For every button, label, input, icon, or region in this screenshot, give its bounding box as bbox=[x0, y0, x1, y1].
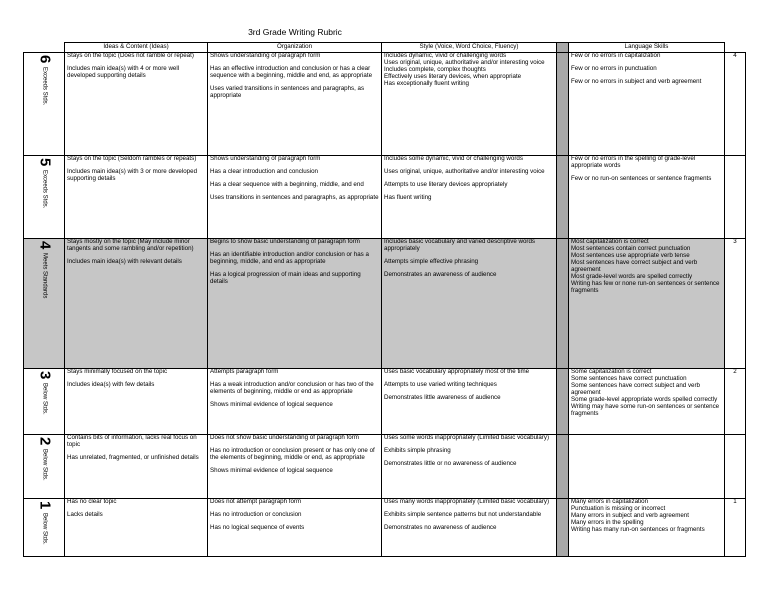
ideas-cell bbox=[65, 239, 208, 369]
criterion-text: Uses original, unique, authoritative and/or interesting voice bbox=[384, 167, 545, 175]
criterion-text: Attempts to use varied writing techniques bbox=[384, 380, 497, 388]
criterion-text: Demonstrates little awareness of audience bbox=[384, 393, 501, 401]
rubric-row bbox=[24, 239, 746, 369]
criterion-text: Has a clear introduction and conclusion bbox=[210, 167, 319, 175]
header-ideas: Ideas & Content (Ideas) bbox=[65, 43, 208, 53]
level-cell bbox=[24, 239, 65, 369]
header-language: Language Skills bbox=[569, 43, 725, 53]
gap-column bbox=[557, 43, 569, 53]
level-cell bbox=[24, 435, 65, 499]
level-cell bbox=[24, 499, 65, 557]
ideas-cell bbox=[65, 156, 208, 239]
criterion-text: Most capitalization is correct bbox=[571, 238, 649, 245]
criterion-text: Most sentences contain correct punctuation bbox=[571, 244, 691, 252]
criterion-text: Has exceptionally fluent writing bbox=[384, 79, 469, 87]
organization-cell bbox=[208, 53, 382, 156]
rubric-title: 3rd Grade Writing Rubric bbox=[248, 27, 342, 37]
criterion-text: Uses basic vocabulary appropriately most of the time bbox=[384, 368, 530, 375]
score-cell: 1 bbox=[725, 499, 746, 557]
ideas-cell bbox=[65, 435, 208, 499]
criterion-text: Attempts paragraph form bbox=[210, 368, 279, 375]
style-cell bbox=[382, 53, 557, 156]
criterion-text: Many errors in capitalization bbox=[571, 498, 649, 505]
rubric-row bbox=[24, 53, 746, 156]
criterion-text: Includes basic vocabulary and varied descriptive words appropriately bbox=[384, 238, 535, 252]
criterion-text: Has no introduction or conclusion present or has only one of the elements of beginning, middle or end, as appropriate bbox=[210, 446, 375, 461]
criterion-text: Shows understanding of paragraph form bbox=[210, 52, 321, 59]
level-number: 1 bbox=[36, 501, 54, 510]
ideas-cell bbox=[65, 53, 208, 156]
score-header bbox=[725, 43, 746, 53]
criterion-text: Few or no errors in punctuation bbox=[571, 64, 657, 72]
criterion-text: Lacks details bbox=[67, 510, 103, 518]
criterion-text: Includes idea(s) with few details bbox=[67, 380, 155, 388]
writing-rubric-table bbox=[23, 42, 746, 557]
criterion-text: Has a clear sequence with a beginning, middle, and end bbox=[210, 180, 364, 188]
criterion-text: Writing may have some run-on sentences or sentence fragments bbox=[571, 402, 720, 417]
criterion-text: Does not attempt paragraph form bbox=[210, 498, 302, 505]
language-cell bbox=[569, 499, 725, 557]
criterion-text: Many errors in the spelling bbox=[571, 518, 644, 526]
criterion-text: Has a logical progression of main ideas and supporting details bbox=[210, 270, 361, 285]
language-cell bbox=[569, 53, 725, 156]
criterion-text: Few or no errors in capitalization bbox=[571, 52, 661, 59]
level-label: Below Stds. bbox=[41, 383, 48, 416]
criterion-text: Writing has many run-on sentences or fragments bbox=[571, 525, 705, 533]
criterion-text: Shows minimal evidence of logical sequence bbox=[210, 466, 333, 474]
score-cell: 4 bbox=[725, 53, 746, 156]
criterion-text: Some grade-level appropriate words spelled correctly bbox=[571, 395, 718, 403]
header-organization: Organization bbox=[208, 43, 382, 53]
gap-column bbox=[557, 369, 569, 435]
level-cell bbox=[24, 369, 65, 435]
ideas-cell bbox=[65, 369, 208, 435]
criterion-text: Most grade-level words are spelled correctly bbox=[571, 272, 693, 280]
criterion-text: Stays on the topic (Seldom rambles or repeats) bbox=[67, 155, 197, 162]
criterion-text: Demonstrates an awareness of audience bbox=[384, 270, 497, 278]
criterion-text: Includes some dynamic, vivid or challenging words bbox=[384, 155, 523, 162]
criterion-text: Demonstrates little or no awareness of audience bbox=[384, 459, 517, 467]
criterion-text: Some capitalization is correct bbox=[571, 368, 652, 375]
language-cell bbox=[569, 369, 725, 435]
language-cell bbox=[569, 239, 725, 369]
criterion-text: Has no logical sequence of events bbox=[210, 523, 305, 531]
gap-column bbox=[557, 435, 569, 499]
style-cell bbox=[382, 239, 557, 369]
criterion-text: Includes main idea(s) with 4 or more well developed supporting details bbox=[67, 64, 180, 79]
language-cell bbox=[569, 156, 725, 239]
criterion-text: Some sentences have correct subject and verb agreement bbox=[571, 381, 700, 396]
criterion-text: Attempts to use literary devices appropriately bbox=[384, 180, 508, 188]
criterion-text: Effectively uses literary devices, when appropriate bbox=[384, 72, 522, 80]
criterion-text: Uses transitions in sentences and paragraphs, as appropriate bbox=[210, 193, 379, 201]
criterion-text: Many errors in subject and verb agreement bbox=[571, 511, 689, 519]
criterion-text: Uses many words inappropriately (Limited basic vocabulary) bbox=[384, 498, 550, 505]
level-cell bbox=[24, 53, 65, 156]
level-number: 6 bbox=[36, 55, 54, 64]
style-cell bbox=[382, 369, 557, 435]
corner-cell bbox=[24, 43, 65, 53]
criterion-text: Few or no run-on sentences or sentence fragments bbox=[571, 174, 712, 182]
criterion-text: Has an identifiable introduction and/or conclusion or has a beginning, middle, and end as appropriate bbox=[210, 250, 369, 265]
level-label: Exceeds Stds. bbox=[41, 67, 48, 106]
criterion-text: Begins to show basic understanding of paragraph form bbox=[210, 238, 360, 245]
criterion-text: Uses original, unique, authoritative and/or interesting voice bbox=[384, 58, 545, 66]
criterion-text: Has a weak introduction and/or conclusion or has two of the elements of beginning, middle or end as appropriate bbox=[210, 380, 374, 395]
criterion-text: Stays on the topic (Does not ramble or repeat) bbox=[67, 52, 194, 59]
level-label: Exceeds Stds. bbox=[41, 170, 48, 209]
level-number: 5 bbox=[36, 158, 54, 167]
gap-column bbox=[557, 239, 569, 369]
criterion-text: Most sentences have correct subject and verb agreement bbox=[571, 258, 698, 273]
criterion-text: Few or no errors in subject and verb agreement bbox=[571, 77, 702, 85]
style-cell bbox=[382, 156, 557, 239]
criterion-text: Has unrelated, fragmented, or unfinished details bbox=[67, 453, 199, 461]
criterion-text: Has no introduction or conclusion bbox=[210, 510, 302, 518]
header-style: Style (Voice, Word Choice, Fluency) bbox=[382, 43, 557, 53]
level-number: 2 bbox=[36, 437, 54, 446]
rubric-row bbox=[24, 369, 746, 435]
criterion-text: Contains bits of information, lacks real focus on topic bbox=[67, 434, 197, 448]
level-number: 3 bbox=[36, 371, 54, 380]
criterion-text: Uses varied transitions in sentences and paragraphs, as appropriate bbox=[210, 84, 365, 99]
score-cell: 3 bbox=[725, 239, 746, 369]
level-label: Meets Standards bbox=[41, 253, 48, 299]
level-label: Below Stds. bbox=[41, 513, 48, 546]
criterion-text: Has no clear topic bbox=[67, 498, 117, 505]
criterion-text: Attempts simple effective phrasing bbox=[384, 257, 479, 265]
level-number: 4 bbox=[36, 241, 54, 250]
criterion-text: Includes complete, complex thoughts bbox=[384, 65, 486, 73]
language-cell bbox=[569, 435, 725, 499]
organization-cell bbox=[208, 156, 382, 239]
score-cell bbox=[725, 156, 746, 239]
criterion-text: Does not show basic understanding of paragraph form bbox=[210, 434, 359, 441]
score-cell bbox=[725, 435, 746, 499]
level-label: Below Stds. bbox=[41, 449, 48, 482]
rubric-row bbox=[24, 435, 746, 499]
gap-column bbox=[557, 499, 569, 557]
criterion-text: Exhibits simple sentence patterns but not understandable bbox=[384, 510, 542, 518]
criterion-text: Few or no errors in the spelling of grade-level appropriate words bbox=[571, 155, 696, 169]
criterion-text: Includes main idea(s) with relevant details bbox=[67, 257, 182, 265]
organization-cell bbox=[208, 369, 382, 435]
criterion-text: Includes dynamic, vivid or challenging words bbox=[384, 52, 507, 59]
organization-cell bbox=[208, 239, 382, 369]
ideas-cell bbox=[65, 499, 208, 557]
criterion-text: Some sentences have correct punctuation bbox=[571, 374, 687, 382]
criterion-text: Stays minimally focused on the topic bbox=[67, 368, 168, 375]
criterion-text: Has fluent writing bbox=[384, 193, 432, 201]
criterion-text: Has an effective introduction and conclusion or has a clear sequence with a beginning, middle and end, as appropriate bbox=[210, 64, 373, 79]
style-cell bbox=[382, 499, 557, 557]
criterion-text: Exhibits simple phrasing bbox=[384, 446, 451, 454]
criterion-text: Shows understanding of paragraph form bbox=[210, 155, 321, 162]
criterion-text: Punctuation is missing or incorrect bbox=[571, 504, 666, 512]
score-cell: 2 bbox=[725, 369, 746, 435]
criterion-text: Shows minimal evidence of logical sequence bbox=[210, 400, 333, 408]
criterion-text: Uses some words inappropriately (Limited basic vocabulary) bbox=[384, 434, 550, 441]
rubric-row bbox=[24, 499, 746, 557]
rubric-row bbox=[24, 156, 746, 239]
criterion-text: Includes main idea(s) with 3 or more developed supporting details bbox=[67, 167, 198, 182]
organization-cell bbox=[208, 435, 382, 499]
gap-column bbox=[557, 53, 569, 156]
criterion-text: Demonstrates no awareness of audience bbox=[384, 523, 497, 531]
gap-column bbox=[557, 156, 569, 239]
style-cell bbox=[382, 435, 557, 499]
header-row bbox=[24, 43, 746, 53]
organization-cell bbox=[208, 499, 382, 557]
criterion-text: Writing has few or none run-on sentences or sentence fragments bbox=[571, 279, 720, 294]
criterion-text: Most sentences use appropriate verb tense bbox=[571, 251, 690, 259]
level-cell bbox=[24, 156, 65, 239]
criterion-text: Stays mostly on the topic (May include minor tangents and some rambling and/or repetition) bbox=[67, 238, 194, 252]
